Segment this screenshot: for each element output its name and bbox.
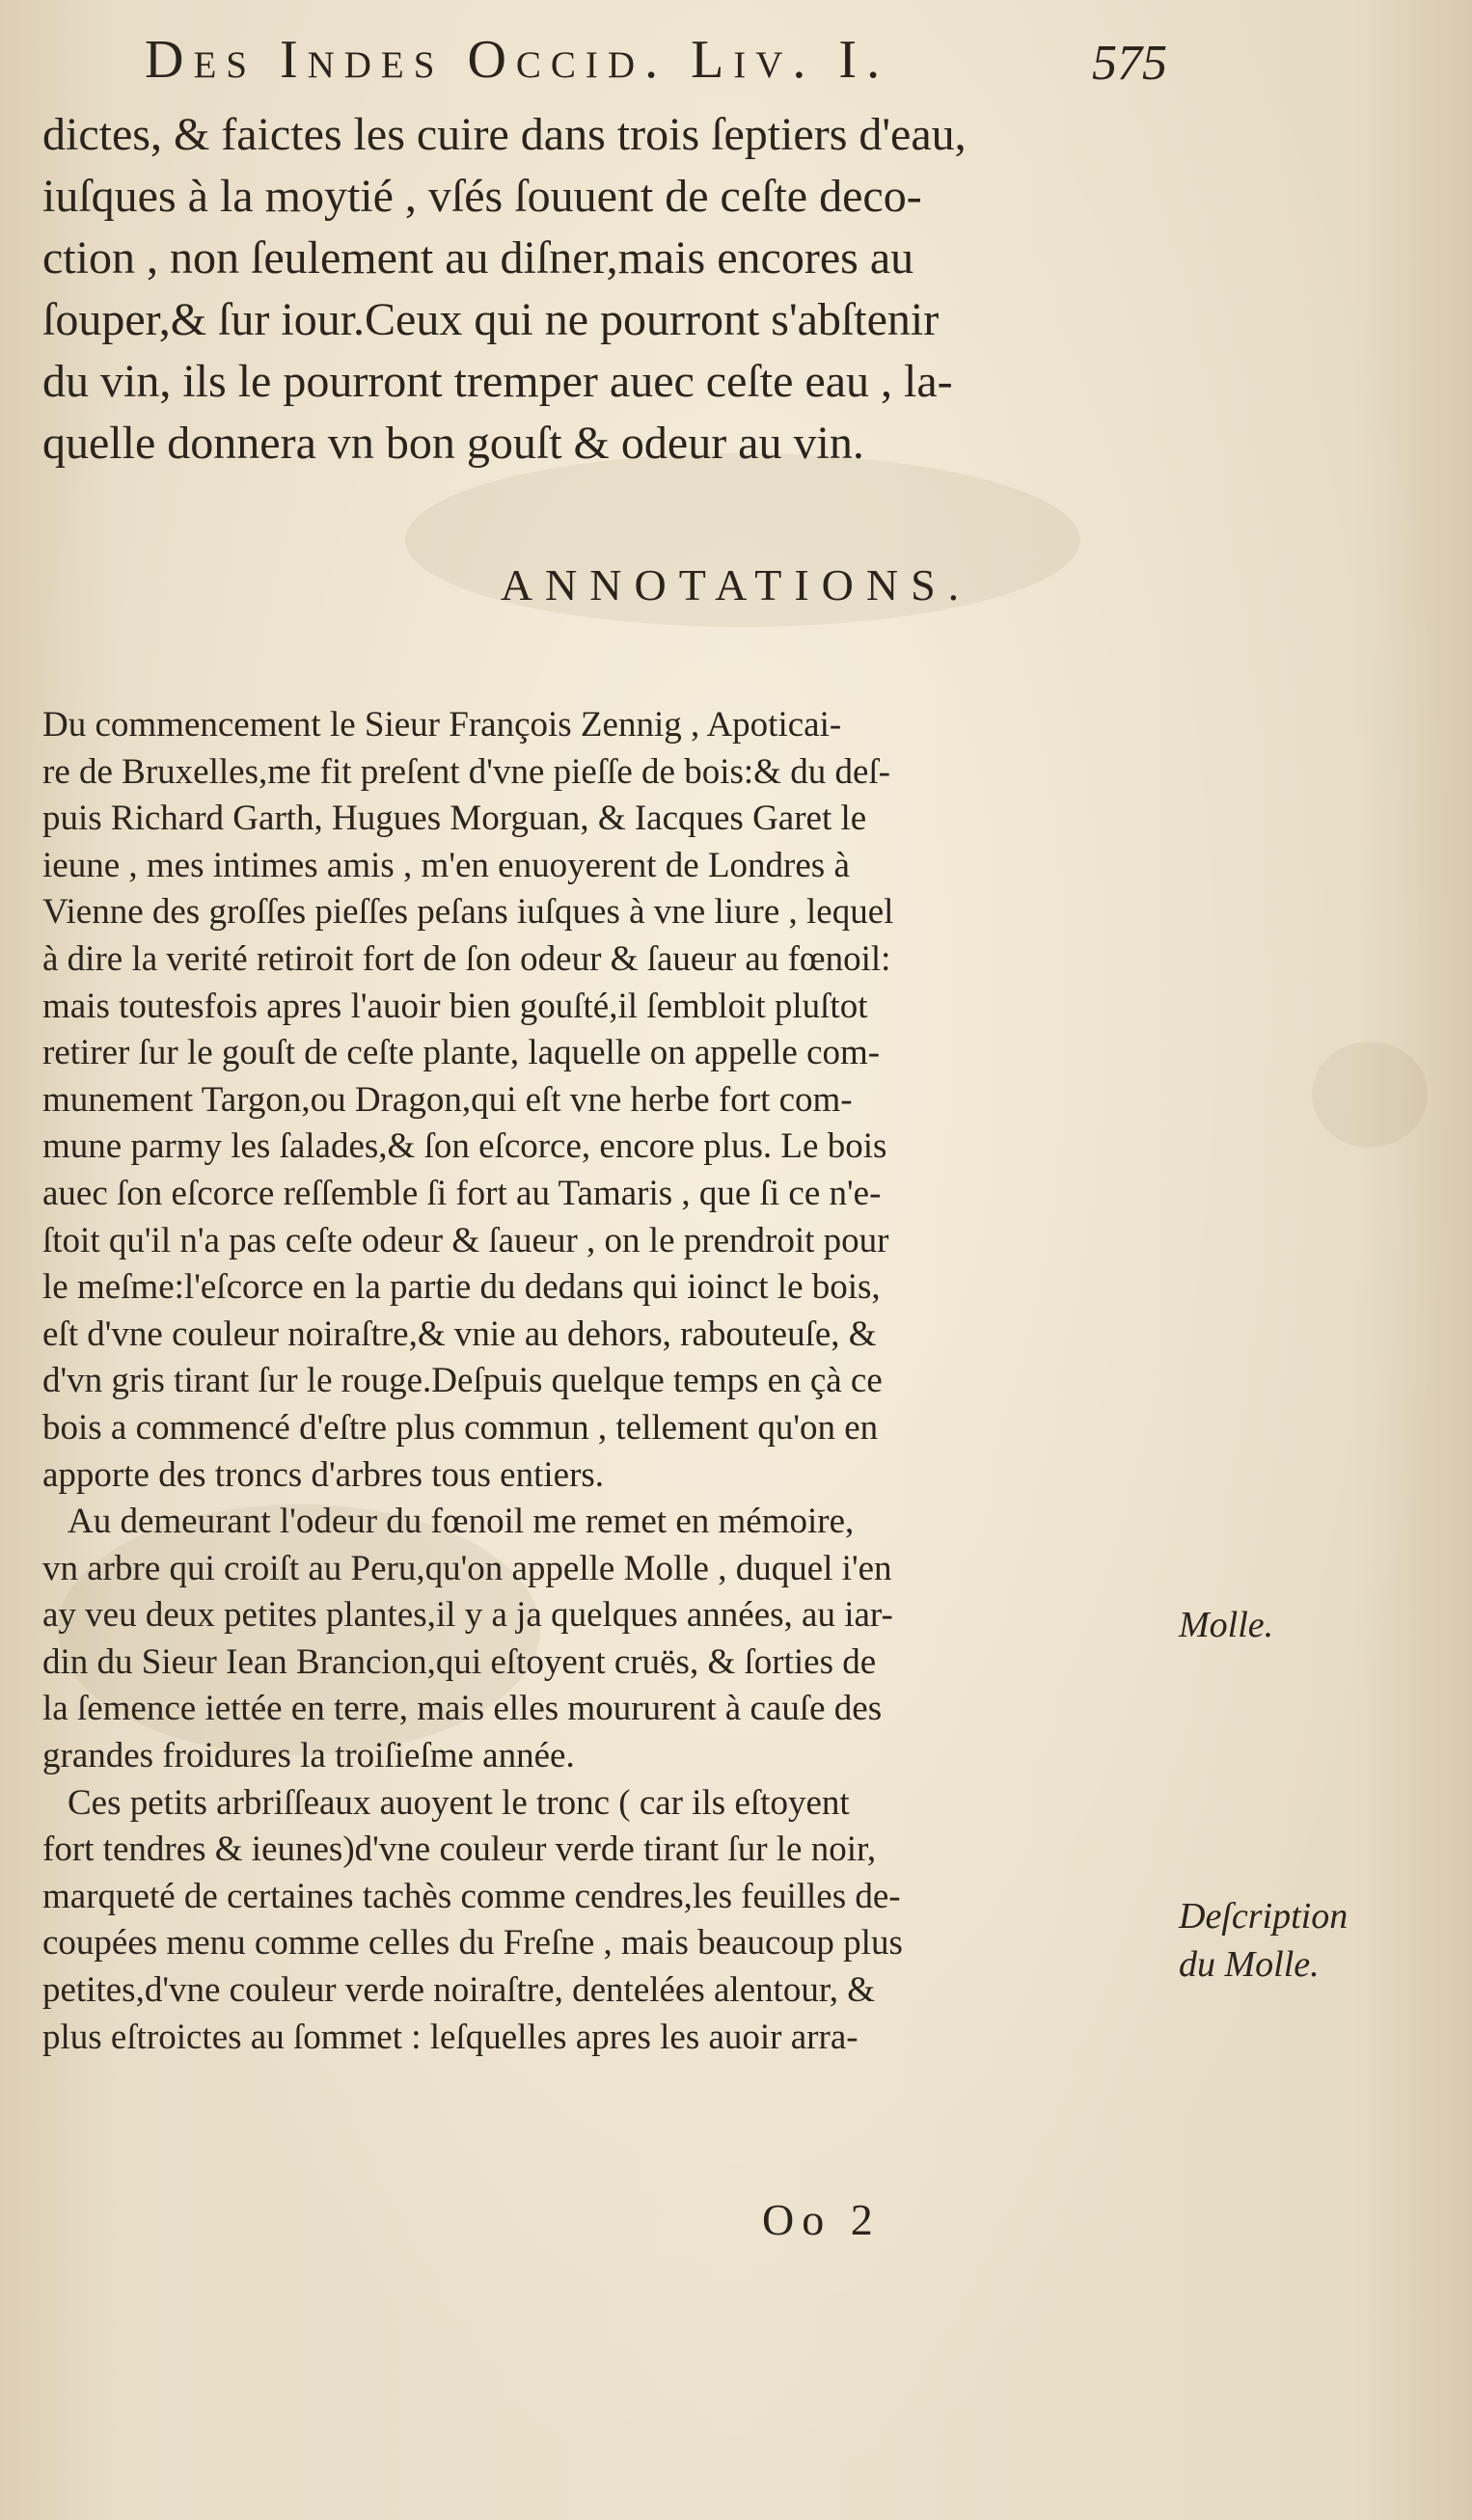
text-line: apporte des troncs d'arbres tous entiers. [42, 1454, 605, 1495]
text-line: puis Richard Garth, Hugues Morguan, & Iacques Garet le [42, 799, 867, 839]
text-line: petites,d'vne couleur verde noiraſtre, dentelées alentour, & [42, 1970, 876, 2011]
annotation-text [42, 702, 1177, 2061]
text-line: bois a commencé d'eſtre plus commun , tellement qu'on en [42, 1407, 879, 1448]
section-heading: ANNOTATIONS. [500, 560, 972, 610]
text-line: mune parmy les ſalades,& ſon eſcorce, encore plus. Le bois [42, 1126, 887, 1167]
text-line: ſouper,& ſur iour.Ceux qui ne pourront s'abſtenir [42, 294, 940, 345]
text-line: quelle donnera vn bon gouſt & odeur au vin. [42, 418, 864, 469]
margin-note-molle: Molle. [1179, 1605, 1274, 1645]
text-line: plus eſtroictes au ſommet : leſquelles apres les auoir arra- [42, 2017, 859, 2057]
main-text [42, 104, 1177, 474]
text-line: d'vn gris tirant ſur le rouge.Deſpuis quelque temps en çà ce [42, 1361, 883, 1401]
text-line: vn arbre qui croiſt au Peru,qu'on appelle Molle , duquel i'en [42, 1548, 892, 1588]
text-line: ay veu deux petites plantes,il y a ja quelques années, au iar- [42, 1595, 893, 1636]
page-number: 575 [1092, 36, 1167, 91]
margin-note-line: du Molle. [1179, 1944, 1320, 1985]
margin-note-line: Deſcription [1179, 1896, 1349, 1937]
text-line: retirer ſur le gouſt de ceſte plante, laquelle on appelle com- [42, 1033, 881, 1073]
text-line: à dire la verité retiroit fort de ſon odeur & ſaueur au fœnoil: [42, 938, 891, 979]
text-line: grandes froidures la troiſieſme année. [42, 1736, 575, 1776]
running-header [145, 21, 1167, 98]
text-line: dictes, & faictes les cuire dans trois ſeptiers d'eau, [42, 109, 967, 160]
text-line: marqueté de certaines tachès comme cendres,les feuilles de- [42, 1876, 901, 1916]
text-line: Au demeurant l'odeur du fœnoil me remet en mémoire, [68, 1502, 855, 1542]
text-line: re de Bruxelles,me fit preſent d'vne pieſſe de bois:& du deſ- [42, 751, 890, 792]
text-line: ieune , mes intimes amis , m'en enuoyerent de Londres à [42, 845, 850, 885]
text-line: coupées menu comme celles du Freſne , mais beaucoup plus [42, 1923, 903, 1964]
text-line: munement Targon,ou Dragon,qui eſt vne herbe fort com- [42, 1079, 853, 1120]
text-line: mais toutesfois apres l'auoir bien gouſté,il ſembloit pluſtot [42, 986, 868, 1026]
text-line: ction , non ſeulement au diſner,mais encores au [42, 232, 914, 284]
text-line: iuſques à la moytié , vſés ſouuent de ceſte deco- [42, 171, 922, 222]
text-line: auec ſon eſcorce reſſemble ſi fort au Tamaris , que ſi ce n'e- [42, 1173, 882, 1213]
text-line: fort tendres & ieunes)d'vne couleur verde tirant ſur le noir, [42, 1829, 877, 1870]
text-line: du vin, ils le pourront tremper auec ceſte eau , la- [42, 356, 953, 407]
text-line: la ſemence iettée en terre, mais elles moururent à cauſe des [42, 1689, 883, 1729]
text-line: Ces petits arbriſſeaux auoyent le tronc ( car ils eſtoyent [68, 1782, 850, 1823]
paper-stain [1312, 1042, 1428, 1148]
signature-mark: Oo 2 [762, 2195, 881, 2244]
text-line: ſtoit qu'il n'a pas ceſte odeur & ſaueur , on le prendroit pour [42, 1220, 889, 1260]
text-line: eſt d'vne couleur noiraſtre,& vnie au dehors, rabouteuſe, & [42, 1314, 877, 1354]
header-title: Des Indes Occid. Liv. I. [145, 30, 890, 90]
text-line: Du commencement le Sieur François Zennig , Apoticai- [42, 705, 842, 745]
margin-note-description [1179, 1892, 1458, 1989]
text-line: din du Sieur Iean Brancion,qui eſtoyent cruës, & ſorties de [42, 1641, 877, 1682]
text-line: le meſme:l'eſcorce en la partie du dedans qui ioinct le bois, [42, 1267, 881, 1308]
text-line: Vienne des groſſes pieſſes peſans iuſques à vne liure , lequel [42, 892, 894, 933]
